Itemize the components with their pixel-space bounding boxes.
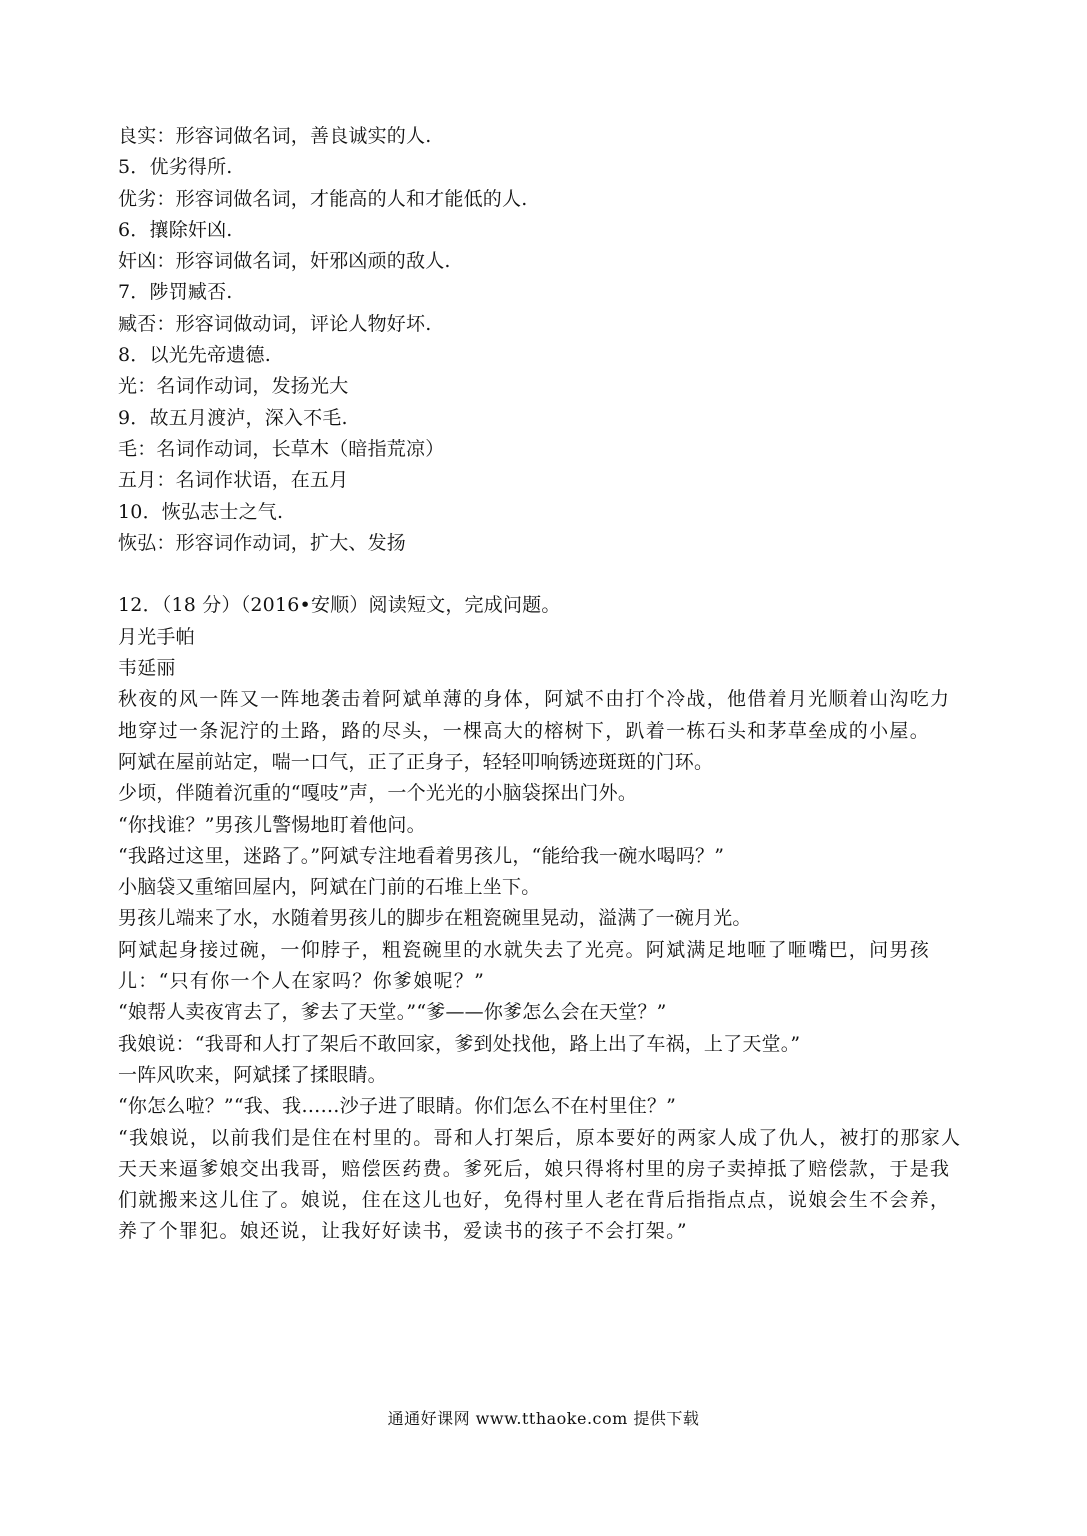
story-author: 韦延丽 [118, 657, 176, 680]
answer-line: 光：名词作动词，发扬光大 [118, 375, 349, 398]
spacer [118, 559, 970, 590]
story-paragraph: 小脑袋又重缩回屋内，阿斌在门前的石堆上坐下。 [118, 876, 541, 899]
answer-line: 7．陟罚臧否. [118, 281, 233, 304]
answer-line: 毛：名词作动词，长草木（暗指荒凉） [118, 437, 445, 460]
story-paragraph: 男孩儿端来了水，水随着男孩儿的脚步在粗瓷碗里晃动，溢满了一碗月光。 [118, 907, 752, 930]
story-paragraph: “你怎么啦？”“我、我……沙子进了眼睛。你们怎么不在村里住？” [118, 1095, 677, 1118]
answer-line: 9．故五月渡泸，深入不毛. [118, 406, 348, 429]
story-paragraph: “我娘说，以前我们是住在村里的。哥和人打架后，原本要好的两家人成了仇人，被打的那家人天天来逼爹娘交出我哥，赔偿医药费。爹死后，娘只得将村里的房子卖掉抵了赔偿款，于是我们就搬来这儿住了。娘说，住在这儿也好，免得村里人老在背后指指点点，说娘会生不会养，养了个罪犯。娘还说，让我好好读书，爱读书的孩子不会打架。” [118, 1126, 962, 1243]
story-paragraph: 我娘说：“我哥和人打了架后不敢回家，爹到处找他，路上出了车祸，上了天堂。” [118, 1032, 801, 1055]
answer-line: 10．恢弘志士之气. [118, 500, 284, 523]
story-paragraph: 少顷，伴随着沉重的“嘎吱”声，一个光光的小脑袋探出门外。 [118, 782, 638, 805]
answer-line: 5．优劣得所. [118, 156, 233, 179]
answer-line: 恢弘：形容词作动词，扩大、发扬 [118, 531, 407, 554]
story-paragraph: 阿斌起身接过碗，一仰脖子，粗瓷碗里的水就失去了光亮。阿斌满足地咂了咂嘴巴，问男孩儿：“只有你一个人在家吗？你爹娘呢？” [118, 938, 931, 993]
answer-line: 6．攘除奸凶. [118, 218, 233, 241]
story-title: 月光手帕 [118, 625, 195, 648]
answer-line: 臧否：形容词做动词，评论人物好坏. [118, 312, 432, 335]
page-footer: 通通好课网 www.tthaoke.com 提供下载 [387, 1409, 700, 1428]
answer-line: 良实：形容词做名词，善良诚实的人. [118, 125, 432, 147]
story-paragraph: “我路过这里，迷路了。”阿斌专注地看着男孩儿，“能给我一碗水喝吗？” [118, 844, 725, 867]
story-paragraph: 阿斌在屋前站定，喘一口气，正了正身子，轻轻叩响锈迹斑斑的门环。 [118, 750, 714, 773]
story-paragraph: 秋夜的风一阵又一阵地袭击着阿斌单薄的身体，阿斌不由打个冷战，他借着月光顺着山沟吃力地穿过一条泥泞的土路，路的尽头，一棵高大的榕树下，趴着一栋石头和茅草垒成的小屋。 [118, 688, 951, 742]
answer-line: 优劣：形容词做名词，才能高的人和才能低的人. [118, 187, 528, 210]
answer-line: 奸凶：形容词做名词，奸邪凶顽的敌人. [118, 250, 451, 273]
question-header: 12．（18 分）（2016•安顺）阅读短文，完成问题。 [118, 594, 561, 617]
story-paragraph: “你找谁？”男孩儿警惕地盯着他问。 [118, 813, 426, 836]
story-paragraph: 一阵风吹来，阿斌揉了揉眼睛。 [118, 1063, 387, 1086]
answer-line: 五月：名词作状语，在五月 [118, 469, 349, 492]
document-body [118, 121, 970, 1248]
story-paragraph: “娘帮人卖夜宵去了，爹去了天堂。”“爹——你爹怎么会在天堂？” [118, 1001, 667, 1024]
answer-line: 8．以光先帝遗德. [118, 344, 271, 367]
